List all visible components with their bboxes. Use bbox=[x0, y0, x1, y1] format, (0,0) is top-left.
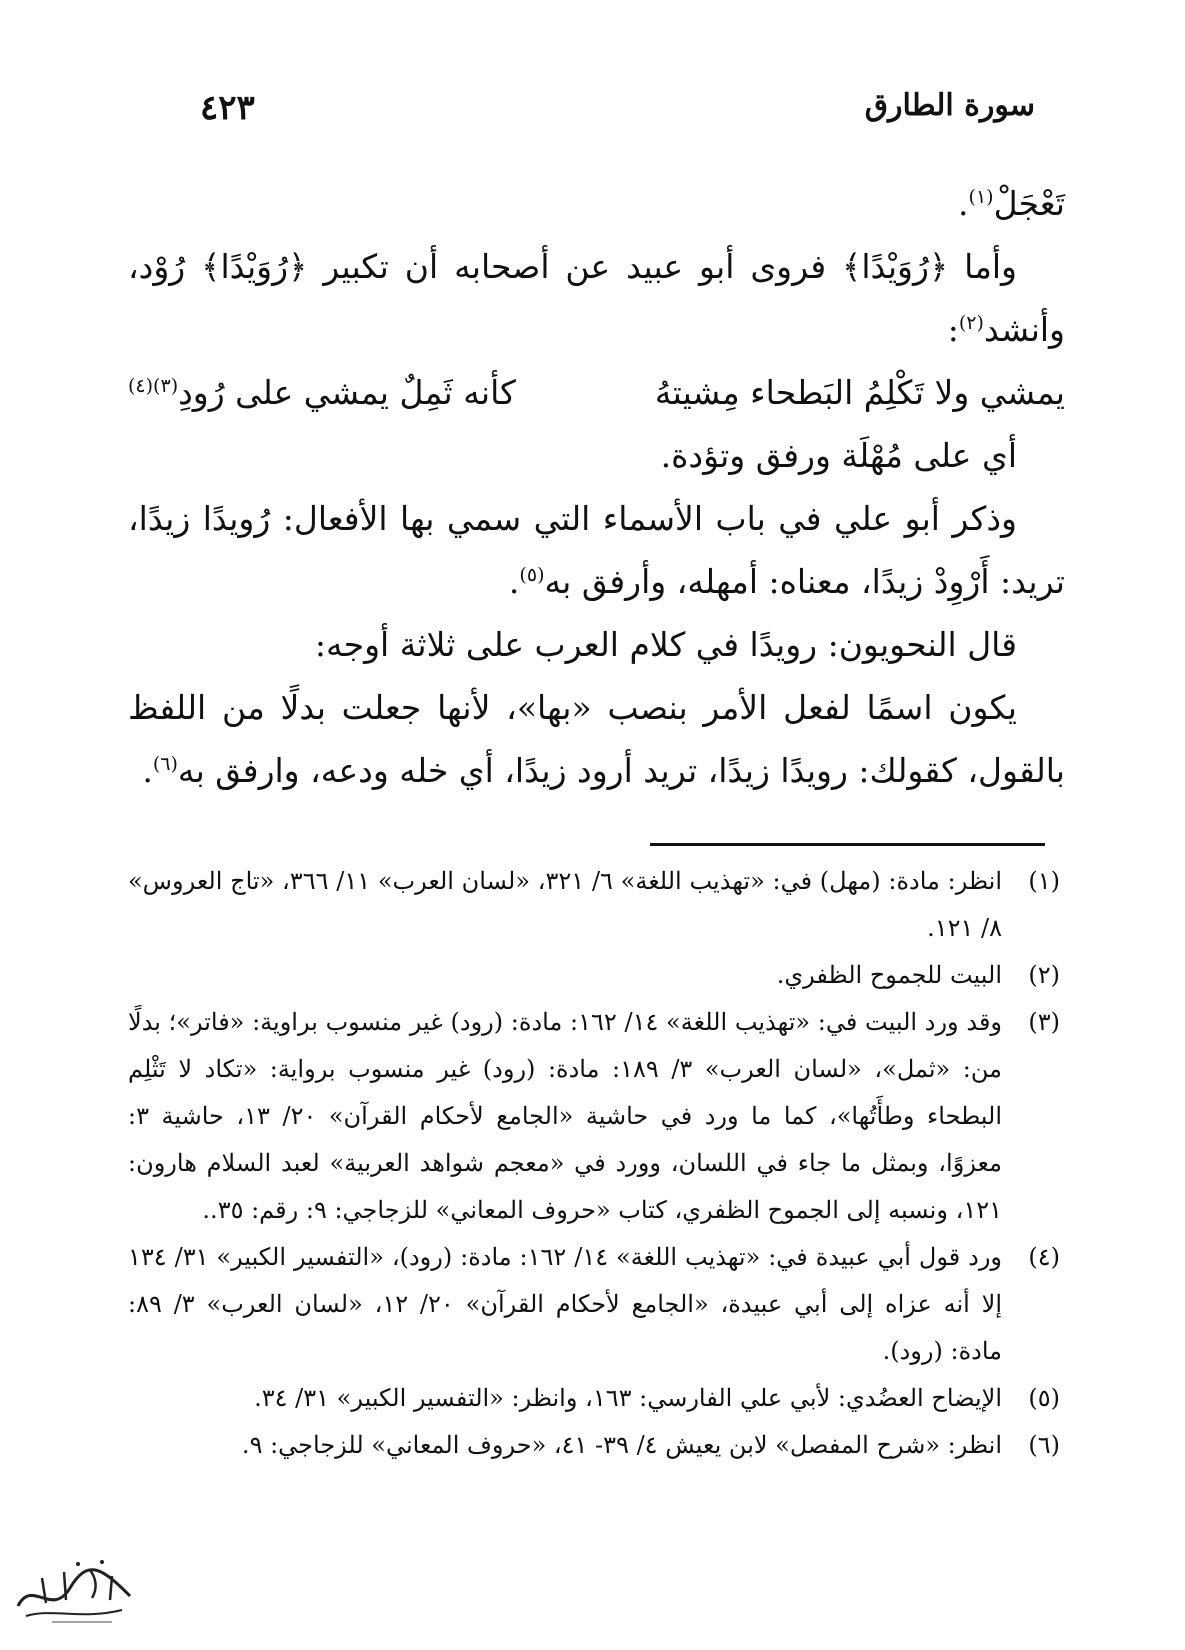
footnote-number: (٥) bbox=[1028, 1384, 1060, 1412]
footnote-number: (٢) bbox=[1028, 961, 1060, 989]
footnote-number: (٤) bbox=[1028, 1243, 1060, 1271]
paragraph-abu-ali: وذكر أبو علي في باب الأسماء التي سمي بها الأفعال: رُويدًا زيدًا، تريد: أَرْوِدْ زيدًا، معناه: أمهله، وأرفق به$^{(٥)}$. bbox=[128, 499, 1065, 601]
footnote-text: انظر: «شرح المفصل» لابن يعيش ٤/ ٣٩- ٤١، «حروف المعاني» للزجاجي: ٩. bbox=[241, 1431, 1002, 1459]
footnote-ref-1[interactable]: (١) bbox=[968, 186, 994, 208]
paragraph-ruwaydan: وأما ﴿رُوَيْدًا﴾ فروى أبو عبيد عن أصحابه أن تكبير ﴿رُوَيْدًا﴾ رُوْد، وأنشد$^{(٢)}$: bbox=[128, 247, 1065, 349]
footnote-text: انظر: مادة: (مهل) في: «تهذيب اللغة» ٦/ ٣٢١، «لسان العرب» ١١/ ٣٦٦، «تاج العروس» ٨/ ١٢١. bbox=[128, 867, 1003, 942]
page-header bbox=[140, 88, 1045, 138]
page-number: ٤٢٣ bbox=[200, 88, 255, 128]
footnote-ref-6[interactable]: (٦) bbox=[152, 753, 178, 775]
footnote-number: (٦) bbox=[1028, 1431, 1060, 1459]
verse-first-hemistich: يمشي ولا تَكْلِمُ البَطحاء مِشيتهُ bbox=[654, 373, 1065, 412]
poetry-verse bbox=[128, 361, 1065, 424]
library-stamp-logo bbox=[12, 1548, 140, 1628]
footnote-number: (١) bbox=[1028, 867, 1060, 895]
footnote-text: الإيضاح العضُدي: لأبي علي الفارسي: ١٦٣، وانظر: «التفسير الكبير» ٣١/ ٣٤. bbox=[254, 1384, 1002, 1412]
paragraph-grammarians: قال النحويون: رويدًا في كلام العرب على ثلاثة أوجه: bbox=[314, 625, 1017, 664]
footnote bbox=[128, 999, 1060, 1234]
footnote bbox=[128, 952, 1060, 999]
footnote-ref-3-4[interactable]: (٣)(٤) bbox=[128, 375, 179, 397]
paragraph-first-aspect: يكون اسمًا لفعل الأمر بنصب «بها»، لأنها جعلت بدلًا من اللفظ بالقول، كقولك: رويدًا زيدًا، تريد أرود زيدًا، أي خله ودعه، وارفق به$^{(٦)}$. bbox=[128, 688, 1065, 790]
footnote bbox=[128, 858, 1060, 952]
verse-second-hemistich: كأنه ثَمِلٌ يمشي على رُودِ$^{(٣)(٤)}$ bbox=[128, 373, 516, 412]
footnote bbox=[128, 1422, 1060, 1469]
footnote-text: ورد قول أبي عبيدة في: «تهذيب اللغة» ١٤/ ١٦٢: مادة: (رود)، «التفسير الكبير» ٣١/ ١٣٤ إلا أنه عزاه إلى أبي عبيدة، «الجامع لأحكام القرآن» ٢٠/ ١٢، «لسان العرب» ٣/ ٨٩: مادة: (رود). bbox=[128, 1243, 1003, 1365]
footnote-ref-5[interactable]: (٥) bbox=[519, 564, 545, 586]
main-text bbox=[128, 172, 1065, 802]
footnote-separator bbox=[650, 843, 1045, 846]
footnote-text: وقد ورد البيت في: «تهذيب اللغة» ١٤/ ١٦٢: مادة: (رود) غير منسوب براوية: «فاتر»؛ بدلًا من: «ثمل»، «لسان العرب» ٣/ ١٨٩: مادة: (رود) غير منسوب برواية: «تكاد لا تَثْلِم البطحاء وطأَتُها»، كما ما ورد في حاشية «الجامع لأحكام القرآن» ٢٠/ ١٣، حاشية ٣: معزوًا، وبمثل ما جاء في اللسان، وورد في «معجم شواهد العربية» لعبد السلام هارون: ١٢١، ونسبه إلى الجموح الظفري، كتاب «حروف المعاني» للزجاجي: ٩: رقم: ٣٥.. bbox=[128, 1008, 1003, 1224]
footnote-text: البيت للجموح الظفري. bbox=[776, 961, 1002, 989]
footnote-number: (٣) bbox=[1028, 1008, 1060, 1036]
footnote bbox=[128, 1234, 1060, 1375]
text-line-1: تَعْجَلْ$^{(١)}$. bbox=[958, 184, 1065, 223]
paragraph-meaning: أي على مُهْلَة ورفق وتؤدة. bbox=[660, 436, 1017, 475]
surah-title: سورة الطارق bbox=[864, 88, 1035, 123]
footnote bbox=[128, 1375, 1060, 1422]
footnotes bbox=[128, 858, 1060, 1469]
footnote-ref-2[interactable]: (٢) bbox=[958, 312, 984, 334]
